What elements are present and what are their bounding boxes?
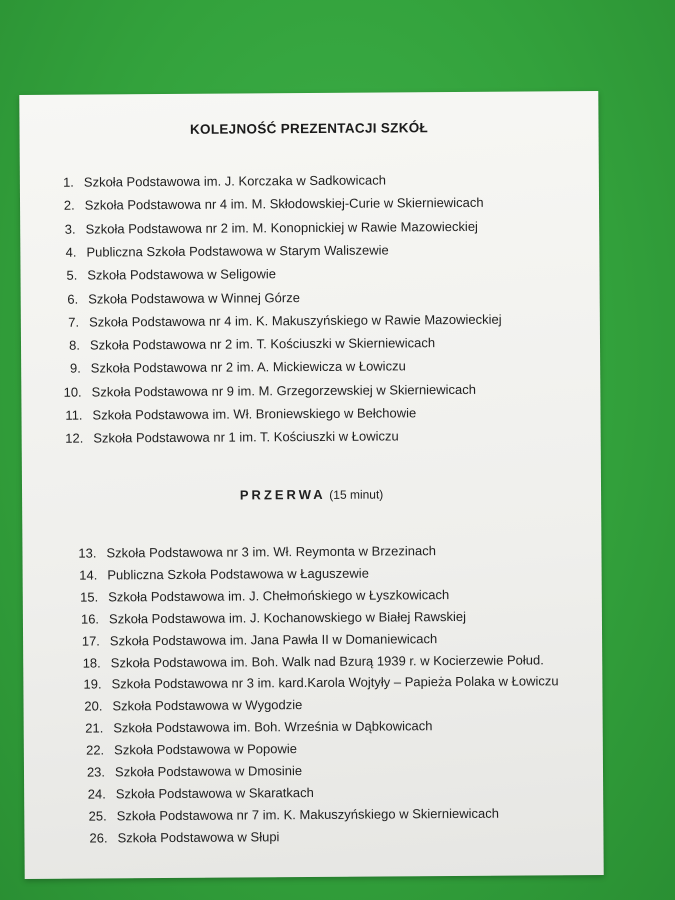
school-name: Szkoła Podstawowa w Popowie: [114, 741, 298, 758]
item-number: 24.: [87, 786, 106, 802]
item-number: 2.: [63, 197, 75, 214]
school-name: Szkoła Podstawowa nr 3 im. kard.Karola Wojtyły – Papieża Polaka w Łowiczu: [111, 673, 559, 692]
item-number: 16.: [80, 611, 100, 627]
school-name: Szkoła Podstawowa nr 3 im. Wł. Reymonta w Brzezinach: [106, 543, 436, 561]
item-number: 9.: [69, 360, 81, 377]
school-name: Szkoła Podstawowa nr 1 im. T. Kościuszki w Łowiczu: [93, 428, 399, 446]
item-number: 19.: [83, 676, 102, 692]
item-number: 13.: [78, 545, 97, 561]
school-name: Szkoła Podstawowa im. Boh. Walk nad Bzurą 1939 r. w Kocierzewie Połud.: [110, 651, 544, 670]
school-name: Szkoła Podstawowa w Skaratkach: [115, 784, 314, 802]
item-number: 23.: [86, 764, 106, 780]
item-number: 7.: [68, 314, 80, 330]
school-name: Szkoła Podstawowa nr 4 im. M. Skłodowskiej-Curie w Skierniewicach: [84, 195, 484, 213]
school-name: Szkoła Podstawowa nr 4 im. K. Makuszyńskiego w Rawie Mazowieckiej: [88, 311, 502, 330]
school-name: Szkoła Podstawowa w Seligowie: [87, 266, 276, 283]
break-duration: (15 minut): [329, 487, 384, 502]
school-name: Szkoła Podstawowa w Dmosinie: [114, 763, 303, 780]
break-word: PRZERWA: [239, 486, 326, 503]
school-name: Publiczna Szkoła Podstawowa w Starym Waliszewie: [86, 242, 389, 260]
school-name: Szkoła Podstawowa im. Jana Pawła II w Domaniewicach: [109, 630, 438, 649]
school-name: Szkoła Podstawowa im. Boh. Września w Dąbkowicach: [113, 718, 433, 736]
item-number: 12.: [65, 430, 84, 447]
item-number: 22.: [86, 742, 105, 758]
school-name: Szkoła Podstawowa im. J. Korczaka w Sadkowicach: [83, 172, 386, 190]
page-title: KOLEJNOŚĆ PREZENTACJI SZKÓŁ: [189, 120, 429, 137]
school-name: Szkoła Podstawowa nr 2 im. M. Konopnickiej w Rawie Mazowieckiej: [85, 218, 478, 237]
school-name: Szkoła Podstawowa nr 7 im. K. Makuszyńskiego w Skierniewicach: [116, 805, 499, 824]
item-number: 15.: [80, 589, 99, 605]
item-number: 11.: [65, 407, 83, 423]
item-number: 17.: [81, 633, 100, 649]
school-name: Szkoła Podstawowa im. J. Kochanowskiego w Białej Rawskiej: [108, 608, 467, 627]
item-number: 3.: [64, 221, 76, 237]
item-number: 5.: [66, 267, 78, 283]
school-name: Szkoła Podstawowa w Wygodzie: [112, 697, 303, 714]
school-name: Szkoła Podstawowa im. J. Chełmońskiego w Łyszkowicach: [108, 586, 450, 605]
school-name: Szkoła Podstawowa im. Wł. Broniewskiego w Bełchowie: [92, 405, 417, 423]
item-number: 10.: [63, 384, 82, 400]
break-label: [22, 485, 601, 504]
item-number: 20.: [84, 698, 103, 714]
paper-sheet: [19, 91, 603, 879]
school-name: Szkoła Podstawowa w Winnej Górze: [88, 289, 300, 307]
item-number: 14.: [79, 567, 98, 583]
school-name: Szkoła Podstawowa nr 9 im. M. Grzegorzewskiej w Skierniewicach: [91, 381, 477, 400]
school-name: Publiczna Szkoła Podstawowa w Łaguszewie: [107, 565, 369, 583]
item-number: 21.: [85, 720, 104, 736]
item-number: 1.: [62, 174, 74, 190]
item-number: 8.: [69, 337, 80, 353]
item-number: 26.: [89, 830, 108, 846]
school-name: Szkoła Podstawowa nr 2 im. A. Mickiewicza w Łowiczu: [90, 358, 406, 376]
item-number: 25.: [88, 808, 107, 824]
school-name: Szkoła Podstawowa w Słupi: [117, 828, 280, 846]
school-name: Szkoła Podstawowa nr 2 im. T. Kościuszki w Skierniewicach: [89, 335, 436, 353]
item-number: 6.: [67, 291, 79, 307]
item-number: 18.: [82, 654, 101, 671]
item-number: 4.: [65, 244, 77, 260]
